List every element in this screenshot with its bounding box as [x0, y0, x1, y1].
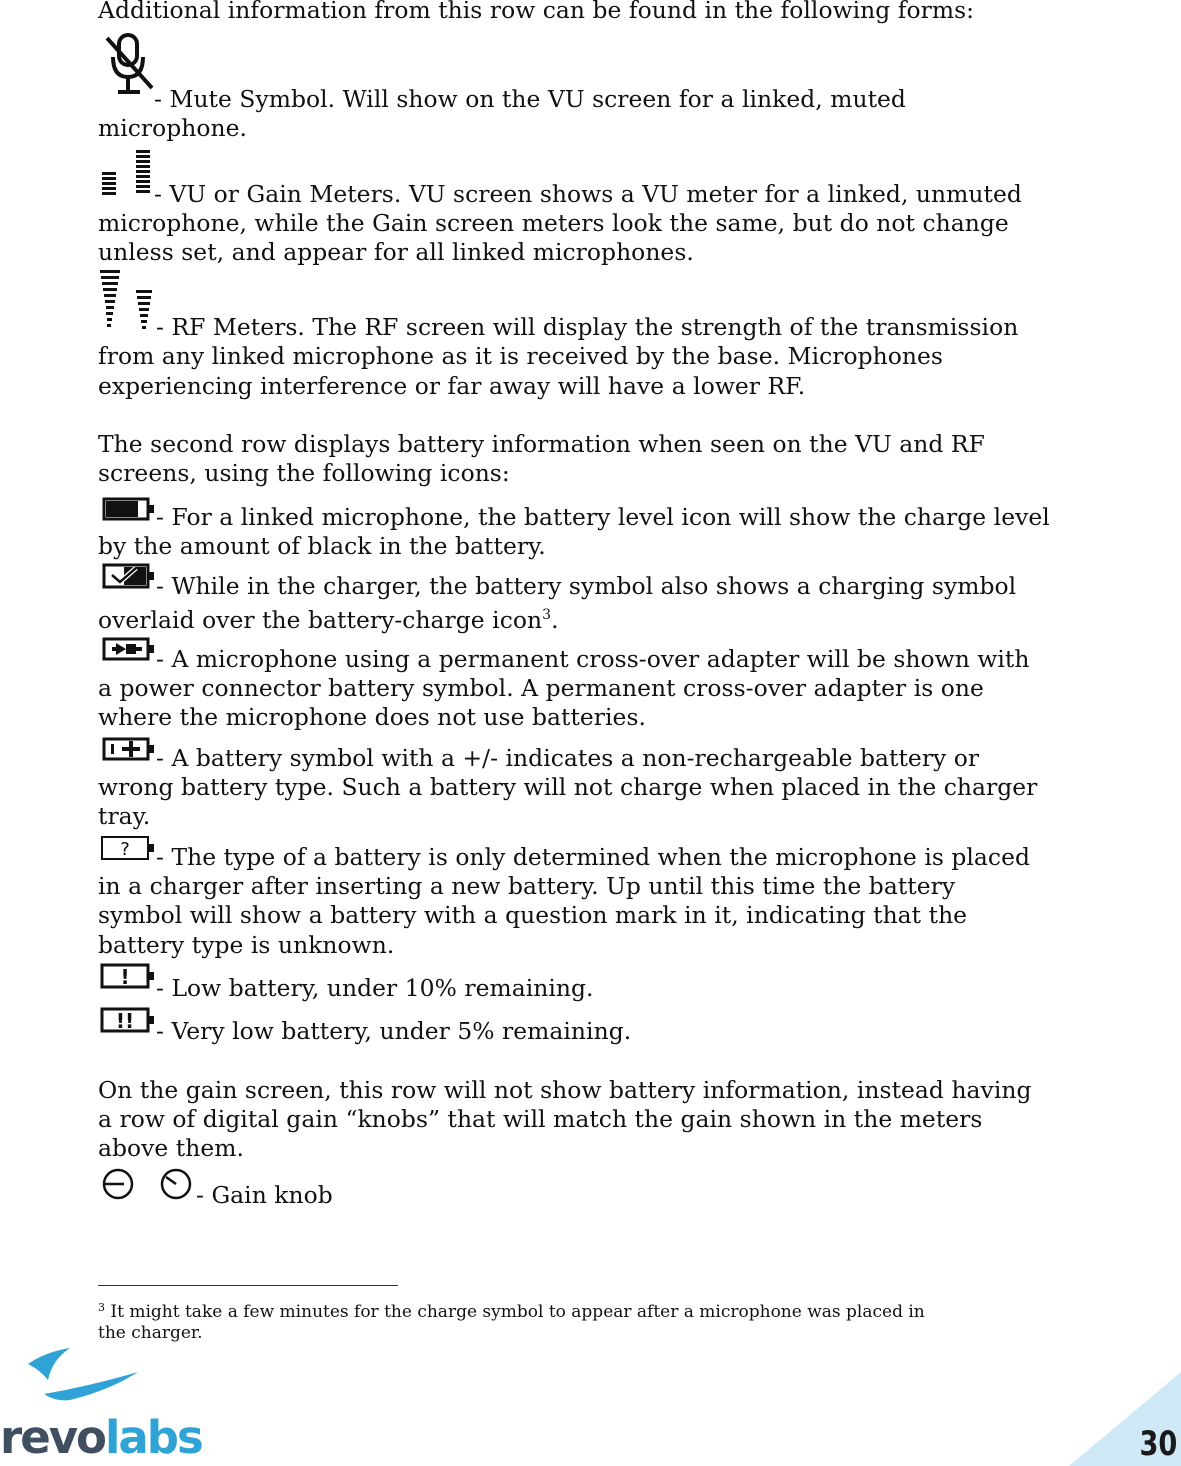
battery-unknown-glyph: ? [120, 839, 130, 860]
battery-level-icon [102, 496, 158, 524]
battery-unknown-icon [100, 834, 158, 864]
gain-screen-line-2: a row of digital gain “knobs” that will match the gain shown in the meters [98, 1105, 983, 1133]
battery-nonrechargeable-icon [102, 736, 158, 764]
vu-desc-line-3: unless set, and appear for all linked microphones. [98, 238, 694, 266]
vu-meter-icon [100, 148, 156, 196]
rf-desc-line-3: experiencing interference or far away will have a lower RF. [98, 372, 806, 400]
battery-charging-line-1: - While in the charger, the battery symbol also shows a charging symbol [156, 572, 1017, 600]
battery-unknown-line-3: symbol will show a battery with a question mark in it, indicating that the [98, 901, 968, 929]
battery-charging-icon [102, 562, 158, 592]
battery-unknown-line-2: in a charger after inserting a new battery. Up until this time the battery [98, 872, 956, 900]
gain-knob-text: - Gain knob [196, 1181, 333, 1209]
second-row-line-2: screens, using the following icons: [98, 459, 510, 487]
mute-desc-line-1: - Mute Symbol. Will show on the VU screen for a linked, muted [154, 85, 906, 113]
page-number: 30 [1139, 1424, 1177, 1464]
battery-unknown-line-4: battery type is unknown. [98, 931, 395, 959]
battery-verylow-icon [100, 1006, 158, 1036]
battery-nonrechargeable-line-1: - A battery symbol with a +/- indicates a non-rechargeable battery or [156, 744, 980, 772]
battery-adapter-icon [102, 636, 158, 664]
footnote-ref: 3 [542, 607, 552, 623]
mute-mic-icon [104, 32, 156, 98]
battery-low-glyph: ! [120, 965, 130, 989]
footnote-text: It might take a few minutes for the charge symbol to appear after a microphone was placed in [105, 1302, 925, 1322]
battery-low-text: - Low battery, under 10% remaining. [156, 974, 594, 1002]
revolabs-logo [0, 1410, 202, 1466]
mute-desc-line-2: microphone. [98, 114, 248, 142]
battery-level-line-1: - For a linked microphone, the battery level icon will show the charge level [156, 503, 1050, 531]
battery-adapter-line-2: a power connector battery symbol. A permanent cross-over adapter is one [98, 674, 984, 702]
battery-verylow-text: - Very low battery, under 5% remaining. [156, 1017, 632, 1045]
logo-labs: labs [104, 1411, 202, 1464]
rf-meter-icon [98, 268, 156, 334]
footnote-line-1 [98, 1296, 925, 1324]
footnote-line-2: the charger. [98, 1323, 203, 1343]
battery-adapter-line-1: - A microphone using a permanent cross-over adapter will be shown with [156, 645, 1030, 673]
battery-nonrechargeable-line-3: tray. [98, 802, 151, 830]
second-row-line-1: The second row displays battery information when seen on the VU and RF [98, 430, 985, 458]
battery-charging-line-2 [98, 601, 559, 635]
vu-desc-line-1: - VU or Gain Meters. VU screen shows a VU meter for a linked, unmuted [154, 180, 1022, 208]
gain-screen-line-3: above them. [98, 1134, 244, 1162]
vu-desc-line-2: microphone, while the Gain screen meters look the same, but do not change [98, 209, 1009, 237]
footnote-number: 3 [98, 1301, 105, 1314]
battery-unknown-line-1: - The type of a battery is only determined when the microphone is placed [156, 843, 1030, 871]
logo-revo: revo [0, 1411, 105, 1464]
rf-desc-line-1: - RF Meters. The RF screen will display the strength of the transmission [156, 313, 1019, 341]
battery-level-line-2: by the amount of black in the battery. [98, 532, 546, 560]
battery-low-icon [100, 962, 158, 992]
battery-verylow-glyph: !! [115, 1009, 135, 1033]
footnote-divider [98, 1285, 398, 1286]
battery-nonrechargeable-line-2: wrong battery type. Such a battery will not charge when placed in the charger [98, 773, 1038, 801]
intro-text: Additional information from this row can be found in the following forms: [98, 0, 975, 24]
gain-knob-icon [100, 1164, 200, 1204]
gain-screen-line-1: On the gain screen, this row will not show battery information, instead having [98, 1076, 1032, 1104]
battery-charging-text: overlaid over the battery-charge icon [98, 606, 543, 634]
rf-desc-line-2: from any linked microphone as it is received by the base. Microphones [98, 342, 943, 370]
battery-charging-period: . [551, 606, 559, 634]
battery-adapter-line-3: where the microphone does not use batteries. [98, 703, 646, 731]
